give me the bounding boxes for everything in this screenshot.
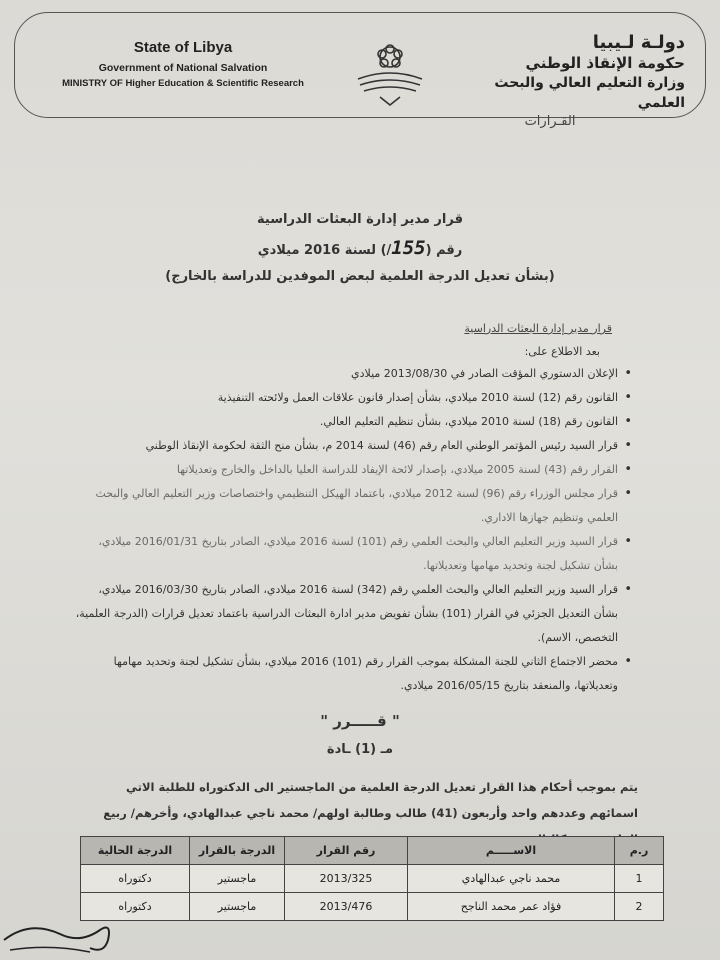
cell-decision-number: 2013/476 xyxy=(285,893,408,921)
column-header-serial: ر.م xyxy=(615,837,664,865)
cell-name: محمد ناجي عبدالهادي xyxy=(408,865,615,893)
clause-item: • القرار رقم (43) لسنة 2005 ميلادي، بإصدار لائحة الإيفاد للدراسة العليا بالداخل والخارج وتعديلاتها xyxy=(72,458,632,482)
column-header-current-degree: الدرجة الحالية xyxy=(81,837,190,865)
clause-item: • قرار مجلس الوزراء رقم (96) لسنة 2012 ميلادي، باعتماد الهيكل التنظيمي واختصاصات وزير التعليم العالي والبحث العلمي وتنظيم جهازها الاداري. xyxy=(72,482,632,530)
letterhead xyxy=(14,12,706,129)
decision-number-prefix: رقم ( xyxy=(425,243,463,258)
column-header-name: الاســـــم xyxy=(408,837,615,865)
clause-item: • قرار السيد وزير التعليم العالي والبحث العلمي رقم (101) لسنة 2016 ميلادي، الصادر بتاريخ 2016/01/31 ميلادي، بشأن تشكيل لجنة وتحديد مهامها وتعديلاتها. xyxy=(72,530,632,578)
clause-item: • محضر الاجتماع الثاني للجنة المشكلة بموجب القرار رقم (101) 2016 ميلادي، بشأن تشكيل لجنة وتحديد مهامها وتعديلاتها، والمنعقد بتاريخ 2016/05/15 ميلادي. xyxy=(72,650,632,698)
decision-number: 155 xyxy=(391,237,426,259)
decision-number-suffix: /) لسنة 2016 ميلادي xyxy=(257,243,392,258)
english-ministry-name: MINISTRY OF Higher Education & Scientific Research xyxy=(62,78,304,89)
preamble-issuer: قرار مدير إدارة البعثات الدراسية xyxy=(464,322,612,335)
letterhead-english xyxy=(33,39,333,89)
cell-current-degree: دكتوراه xyxy=(81,893,190,921)
column-header-decision-number: رقم القرار xyxy=(285,837,408,865)
cell-name: فؤاد عمر محمد الناجح xyxy=(408,893,615,921)
arabic-state-name: دولـة لـيبيا xyxy=(592,32,685,53)
article-text: يتم بموجب أحكام هذا القرار تعديل الدرجة العلمية من الماجستير الى الدكتوراه للطلبة الاتي اسمائهم وعددهم واحد وأربعون (41) طالب وطالبة اولهم/ محمد ناجي عبدالهادي، وأخرهم/ ربيع xyxy=(103,780,638,820)
clause-item: • القانون رقم (12) لسنة 2010 ميلادي، بشأن إصدار قانون علاقات العمل ولائحته التنفيذية xyxy=(72,386,632,410)
arabic-decisions-label: القـرارات xyxy=(524,114,576,129)
cell-serial: 1 xyxy=(615,865,664,893)
decision-issuer-title: قرار مدير إدارة البعثات الدراسية xyxy=(257,212,463,227)
cell-decision-number: 2013/325 xyxy=(285,865,408,893)
signature-icon xyxy=(0,900,150,960)
table-header-row xyxy=(81,837,664,865)
clause-item: • الإعلان الدستوري المؤقت الصادر في 2013/08/30 ميلادي xyxy=(72,362,632,386)
ministry-logo-icon xyxy=(350,37,430,113)
arabic-government-name: حكومة الإنقاذ الوطني xyxy=(525,54,685,72)
decision-number-line xyxy=(140,237,580,259)
decision-subject: (بشأن تعديل الدرجة العلمية لبعض الموفدين للدراسة بالخارج) xyxy=(165,269,555,284)
preamble-clauses xyxy=(72,362,632,698)
english-government-name: Government of National Salvation xyxy=(98,62,268,74)
column-header-degree-in-decision: الدرجة بالقرار xyxy=(190,837,285,865)
clause-item: • قرار السيد رئيس المؤتمر الوطني العام رقم (46) لسنة 2014 م، بشأن منح الثقة لحكومة الإنقاذ الوطني xyxy=(72,434,632,458)
decision-titles xyxy=(140,212,580,284)
table-row xyxy=(81,893,664,921)
letterhead-arabic xyxy=(455,33,685,131)
clause-item: • القانون رقم (18) لسنة 2010 ميلادي، بشأن تنظيم التعليم العالي. xyxy=(72,410,632,434)
english-state-name: State of Libya xyxy=(133,39,233,56)
clause-item: • قرار السيد وزير التعليم العالي والبحث العلمي رقم (342) لسنة 2016 ميلادي، الصادر بتاريخ 2016/03/30 ميلادي، بشأن التعديل الجزئي في القرار (101) بشأن تفويض مدير ادارة البعثات الدراسية باعتماد تعديل قرارات (الدرجة العلمية، التخصص، الاسم). xyxy=(72,578,632,650)
article-heading: مـ (1) ـادة xyxy=(326,742,394,757)
table-row xyxy=(81,865,664,893)
decree-heading: " قـــــرر " xyxy=(320,712,400,730)
cell-degree-in-decision: ماجستير xyxy=(190,893,285,921)
cell-serial: 2 xyxy=(615,893,664,921)
students-table xyxy=(80,836,664,921)
cell-current-degree: دكتوراه xyxy=(81,865,190,893)
arabic-ministry-name: وزارة التعليم العالي والبحث العلمي xyxy=(494,75,685,111)
cell-degree-in-decision: ماجستير xyxy=(190,865,285,893)
preamble-intro: بعد الاطلاع على: xyxy=(524,345,600,358)
